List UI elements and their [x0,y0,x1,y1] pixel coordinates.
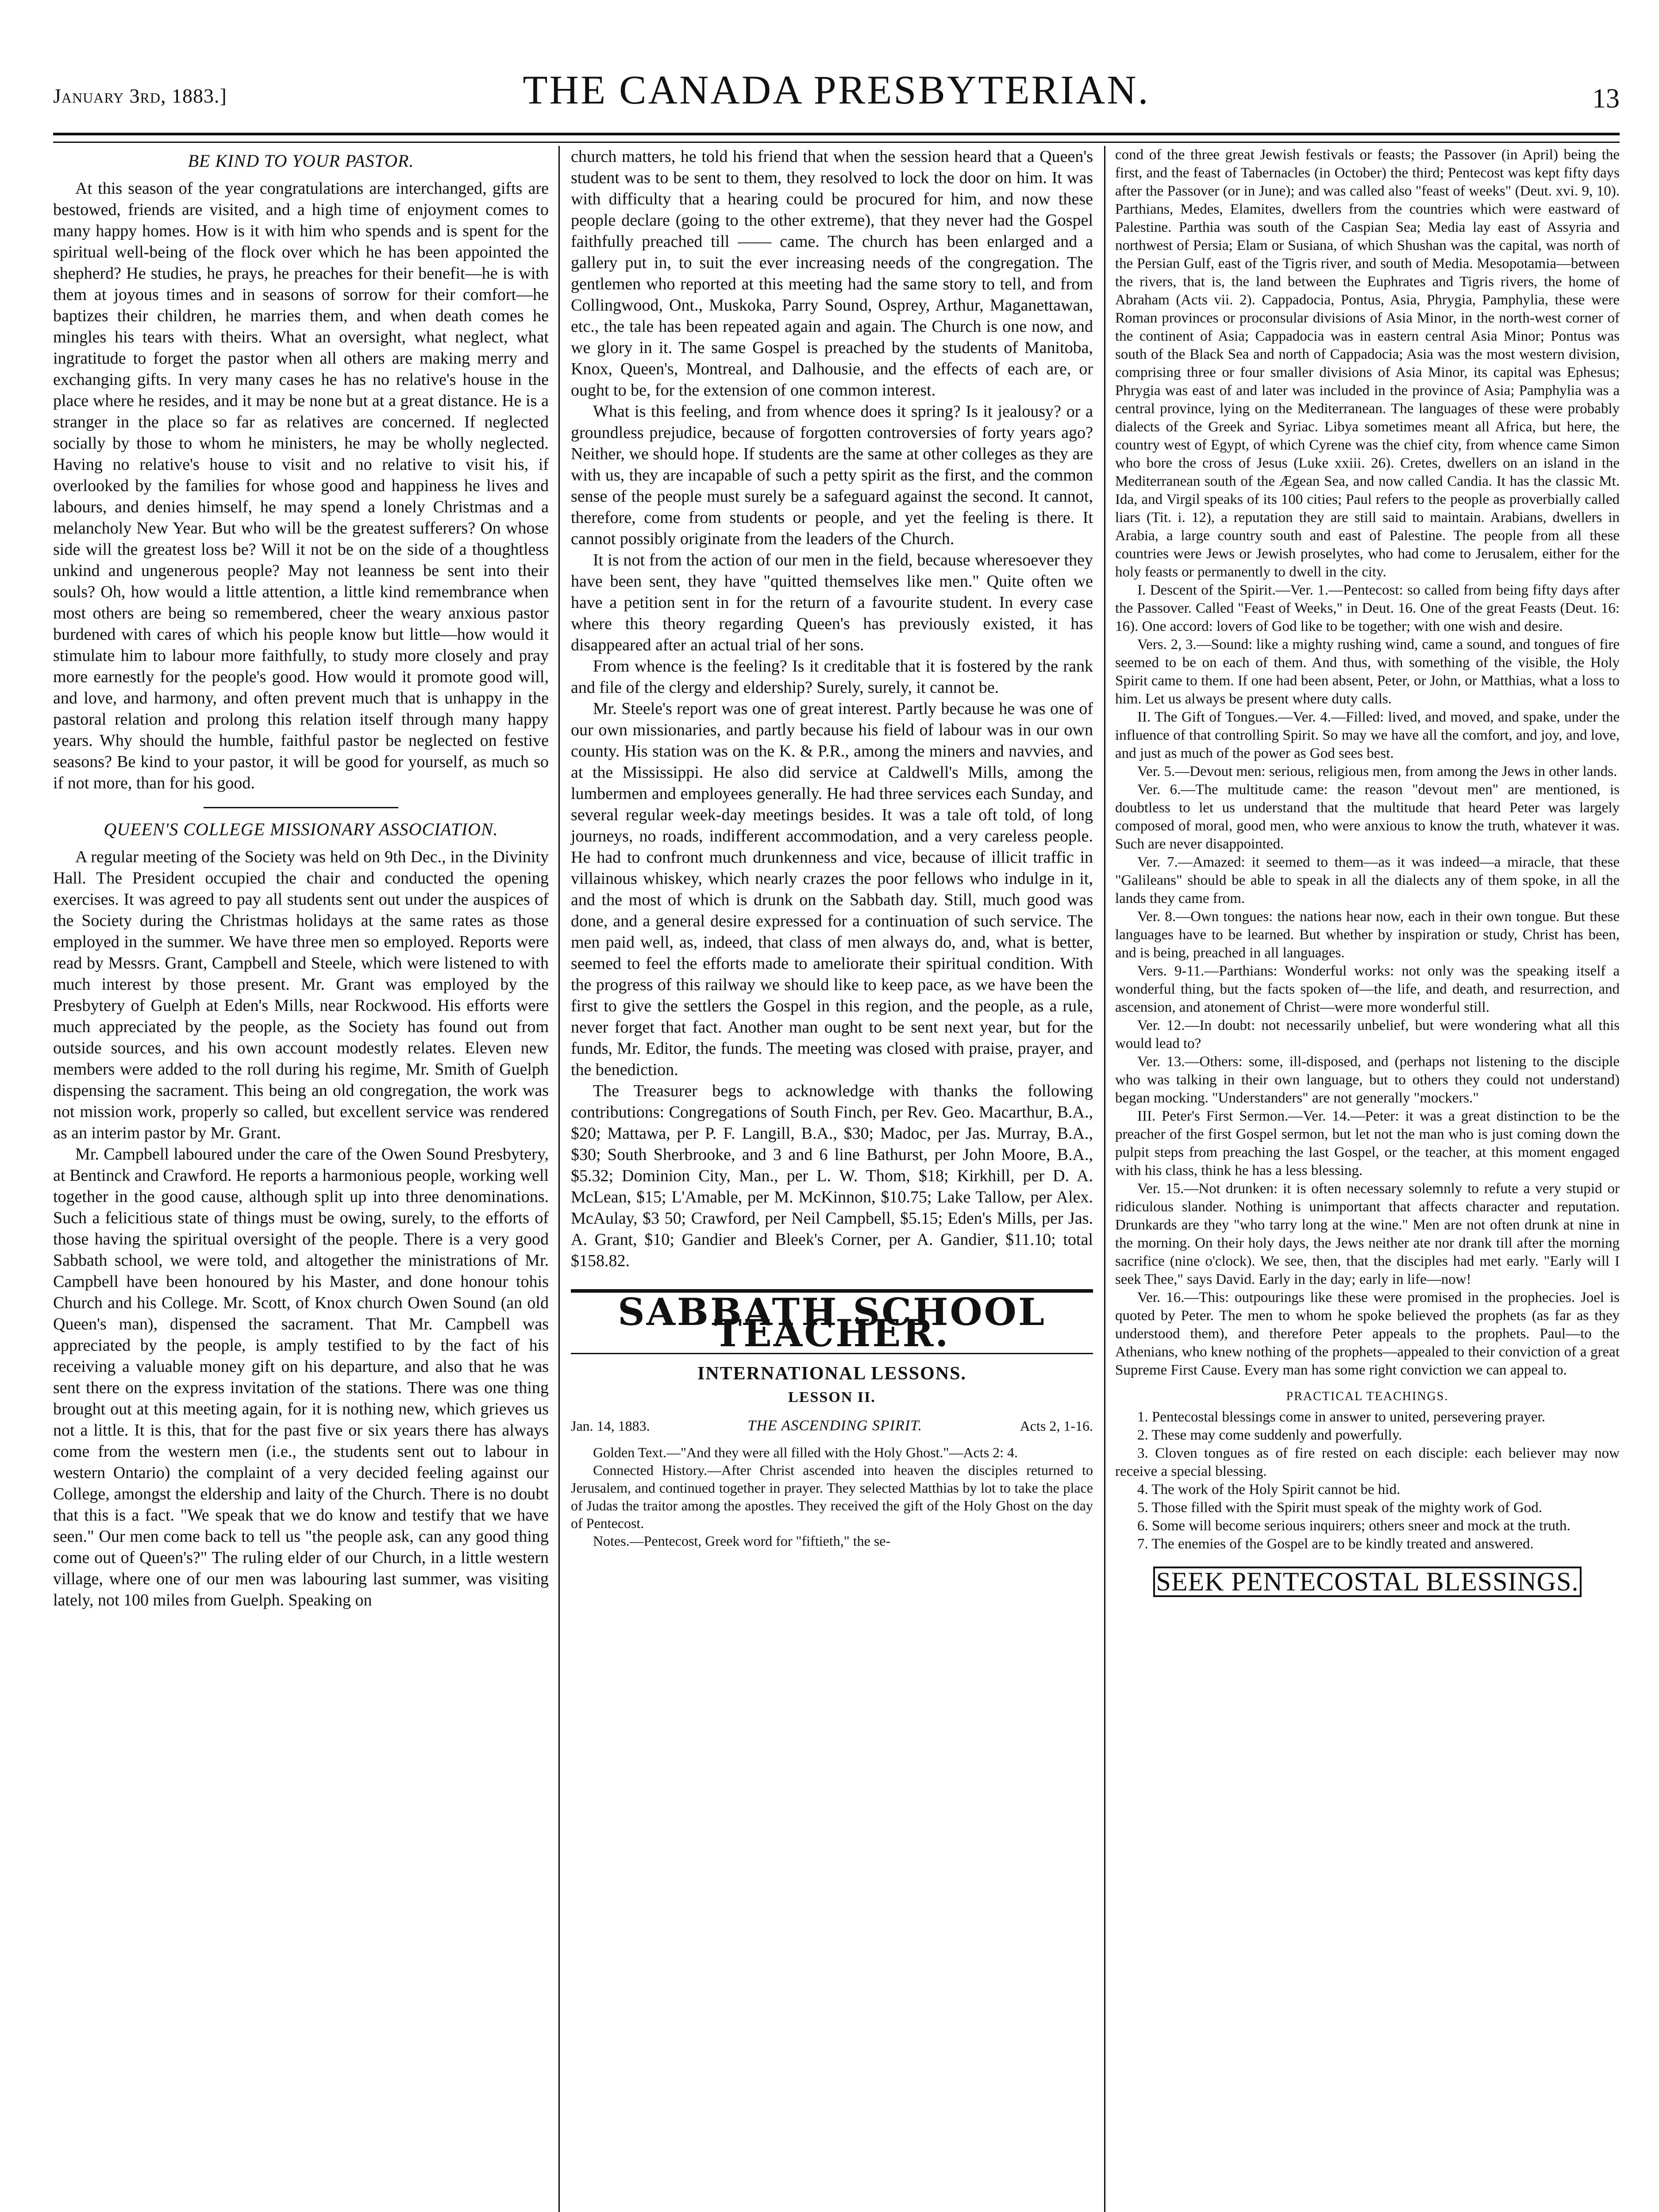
header-rule-thin [53,142,1620,143]
lesson-paragraph: Ver. 13.—Others: some, ill-disposed, and (perhaps not listening to the disciple who was talking in their own language, but to others they could not understand) began mocking. "Understanders" are not generally "mockers." [1115,1054,1620,1106]
article-heading: QUEEN'S COLLEGE MISSIONARY ASSOCIATION. [104,819,498,839]
newspaper-title: THE CANADA PRESBYTERIAN. [523,67,1150,112]
lesson-paragraph: Ver. 5.—Devout men: serious, religious men, from among the Jews in other lands. [1137,764,1617,780]
lesson-paragraph: Ver. 15.—Not drunken: it is often necessary solemnly to refute a very stupid or ridiculous slander. Nothing is unimportant that affects character and reputation. Drunkards are they "who tarry long at the wine." Men are not often drunk at nine in the morning. On their holy days, the Jews neither ate nor drank till after the morning sacrifice (nine o'clock). We see, then, that the disciples had met early. "Early will I seek Thee," says David. Early in the day; early in life—now! [1115,1181,1620,1287]
article-paragraph: The Treasurer begs to acknowledge with thanks the following contributions: Congregations of South Finch, per Rev. Geo. Macarthur, B.A., $20; Mattawa, per P. F. Langill, B.A., $30; Madoc, per Jas. Murray, B.A., $30; South Sherbrooke, and 3 and 6 line Bathurst, per John Moore, B.A., $5.32; Dominion City, Man., per L. W. Thom, $18; Kirkhill, per D. A. McLean, $15; L'Amable, per M. McKinnon, $10.75; Lake Tallow, per Alex. McAulay, $3 50; Crawford, per Neil Campbell, $5.15; Eden's Mills, per Jas. A. Grant, $10; Gandier and Bleek's Corner, per A. Gandier, $11.10; total $158.82. [571,1082,1093,1270]
lesson-paragraph: Vers. 9-11.—Parthians: Wonderful works: not only was the speaking itself a wonderful thing, but the facts spoken of—the life, and death, and resurrection, and ascension, and atonement of Christ—were more wonderful still. [1115,963,1620,1015]
column-divider [1104,146,1105,2212]
lesson-number: LESSON II. [788,1389,876,1406]
lesson-paragraph: I. Descent of the Spirit.—Ver. 1.—Pentecost: so called from being fifty days after the Passover. Called "Feast of Weeks," in Deut. 16. One of the great Feasts (Deut. 16: 16). One accord: lovers of God like to be together; with one wish and desire. [1115,582,1620,634]
article-paragraph: A regular meeting of the Society was held on 9th Dec., in the Divinity Hall. The President occupied the chair and conducted the opening exercises. It was agreed to pay all students sent out under the auspices of the Society during the Christmas holidays at the same rates as those employed in the summer. We have three men so employed. Reports were read by Messrs. Grant, Campbell and Steele, which were listened to with much interest by those present. Mr. Grant was employed by the Presbytery of Guelph at Eden's Mills, near Rockwood. His efforts were much appreciated by the people, as the Society has found out from outside sources, and his own account modestly relates. Eleven new members were added to the roll during his regime, Mr. Smith of Guelph dispensing the sacrament. This being an old congregation, the work was not mission work, properly so called, but excellent service was rendered as an interim pastor by Mr. Grant. [53,848,549,1142]
teaching-item: 2. These may come suddenly and powerfully. [1137,1427,1402,1443]
article-paragraph: It is not from the action of our men in the field, because wheresoever they have been sent, they have "quitted themselves like men." Quite often we have a petition sent in for the return of a favourite student. In every case where this theory regarding Queen's has previously existed, it has disappeared after an actual trial of her sons. [571,551,1093,654]
header-rule [53,133,1620,135]
lesson-info [571,1415,1093,1436]
teaching-item: 1. Pentecostal blessings come in answer to united, persevering prayer. [1137,1409,1545,1425]
article-paragraph: Mr. Steele's report was one of great interest. Partly because he was one of our own missionaries, and partly because his field of labour was in our own county. His station was on the K. & P.R., among the miners and navvies, and at the Mississippi. He also did service at Caldwell's Mills, among the lumbermen and employees generally. He had three services each Sunday, and several regular week-day meetings besides. It was a tale oft told, of long journeys, no roads, indifferent accommodation, and a very careless people. He had to confront much drunkenness and vice, because of illicit traffic in villainous whiskey, which nearly crazes the poor fellows who indulge in it, and the most of which is drunk on the Sabbath day. Still, much good was done, and a general desire expressed for a continuation of such service. The men paid well, as, indeed, that class of men always do, and, what is better, seemed to feel the efforts made to ameliorate their spiritual condition. With the progress of this railway we should like to keep pace, as we have been the first to give the settlers the Gospel in this region, and the people, as a rule, never forget that fact. Another man ought to be sent next year, but for the funds, Mr. Editor, the funds. The meeting was closed with praise, prayer, and the benediction. [571,699,1093,1079]
boxed-motto: SEEK PENTECOSTAL BLESSINGS. [1153,1567,1582,1597]
article-paragraph: What is this feeling, and from whence does it spring? Is it jealousy? or a groundless prejudice, because of forgotten controversies of forty years ago? Neither, we should hope. If students are the same at other colleges as they are with us, they are incapable of such a petty spirit as the first, and the common sense of the people must surely be a safeguard against the second. It cannot, therefore, come from students or people, and yet the feeling is there. It cannot possibly originate from the leaders of the Church. [571,402,1093,548]
golden-text: Golden Text.—"And they were all filled with the Holy Ghost."—Acts 2: 4. [593,1444,1018,1460]
column-divider [558,146,560,2212]
section-masthead [571,1289,1093,1354]
page-number: 13 [1592,84,1620,114]
lesson-paragraph: II. The Gift of Tongues.—Ver. 4.—Filled: lived, and moved, and spake, under the influence of that controlling Spirit. So may we have all the comfort, and joy, and love, and just as much of the power as God sees best. [1115,709,1620,761]
article-paragraph: At this season of the year congratulations are interchanged, gifts are bestowed, friends are visited, and a high time of enjoyment comes to many happy homes. How is it with him who spends and is spent for the spiritual well-being of the flock over which he has been appointed the shepherd? He studies, he prays, he preaches for their benefit—he is with them at joyous times and in seasons of sorrow for their comfort—he baptizes their children, he marries them, and when death comes he mingles his tears with theirs. What an oversight, what neglect, what ingratitude to forget the pastor when all others are making merry and exchanging gifts. In very many cases he has no relative's house in the place where he resides, and it may be none but at a great distance. He is a stranger in the place so far as relatives are concerned. If neglected socially by those to whom he ministers, he may be wholly neglected. Having no relative's house to visit and no relative to visit his, if overlooked by the families for whose good and happiness he lives and labours, and denies himself, he may spend a lonely Christmas and a melancholy New Year. But who will be the greatest sufferers? On whose side will the greatest loss be? Will it not be on the side of a thoughtless unkind and ungenerous people? May not leanness be sent into their souls? Oh, how would a little attention, a little kind remembrance when most others are being so remembered, cheer the weary anxious pastor burdened with cares of which his people know but little—how would it stimulate him to labour more faithfully, to study more closely and pray more earnestly for the people's good. How would it promote good will, and love, and harmony, and often prevent much that is unhappy in the pastoral relation and prolong this relation itself through many happy years. Why should the humble, faithful pastor be neglected on festive seasons? Be kind to your pastor, it will be good for yourself, as much so if not more, than for his good. [53,179,549,792]
lesson-paragraph: Ver. 12.—In doubt: not necessarily unbelief, but were wondering what all this would lead to? [1115,1018,1620,1052]
lesson-title: THE ASCENDING SPIRIT. [747,1417,923,1434]
lessons-heading: INTERNATIONAL LESSONS. [697,1363,967,1384]
article-paragraph: Mr. Campbell laboured under the care of the Owen Sound Presbytery, at Bentinck and Crawford. He reports a harmonious people, working well together in the good cause, although split up into three denominations. Such a felicitious state of things must be owing, surely, to the efforts of those having the spiritual oversight of the people. There is a very good Sabbath school, we were told, and altogether the ministrations of Mr. Campbell have been honoured by his Master, and done honour tohis Church and his College. Mr. Scott, of Knox church Owen Sound (an old Queen's man), dispensed the sacrament. That Mr. Campbell was appreciated by the people, is amply testified to by the fact of his receiving a valuable money gift on his departure, and also that he was sent there on the express invitation of the stations. There was one thing brought out at this meeting again, for it is nothing new, which grieves us not a little. It is this, that for the past five or six years there has always come from the western men (i.e., the students sent out to labour in western Ontario) the complaint of a very decided feeling against our College, amongst the eldership and laity of the Church. There is no doubt that this is a fact. "We speak that we do know and testify that we have seen." Our men come back to tell us "the people ask, can any good thing come out of Queen's?" The ruling elder of our Church, in a little western village, where one of our men was labouring last summer, was visiting lately, not 100 miles from Guelph. Speaking on [53,1145,549,1609]
column-2 [571,146,1093,1550]
section-divider [204,807,398,808]
practical-teachings-heading: PRACTICAL TEACHINGS. [1286,1390,1449,1403]
section-masthead-title: SABBATH SCHOOL TEACHER. [618,1290,1046,1355]
page-header [53,66,1620,133]
lesson-paragraph: Ver. 7.—Amazed: it seemed to them—as it was indeed—a miracle, that these "Galileans" should be able to speak in all the dialects any of them spoke, in all the lands they came from. [1115,854,1620,906]
lesson-paragraph: cond of the three great Jewish festivals or feasts; the Passover (in April) being the first, and the feast of Tabernacles (in October) the third; Pentecost was kept fifty days after the Passover (or in June); and was called also "feast of weeks" (Deut. xvi. 9, 10). Parthians, Medes, Elamites, dwellers from the countries which were eastward of Palestine. Parthia was south of the Caspian Sea; Media lay east of Assyria and northwest of Persia; Elam or Susiana, of which Shushan was the capital, was north of the Persian Gulf, east of the Tigris river, and south of Media. Mesopotamia—between the rivers, that is, the land between the Euphrates and Tigris rivers, the home of Abraham (Acts vii. 2). Cappadocia, Pontus, Asia, Phrygia, Pamphylia, these were Roman provinces or proconsular divisions of Asia Minor, in the north-west corner of the continent of Asia; Cappadocia was in eastern central Asia Minor; Pontus was south of the Black Sea and north of Cappadocia; Asia was the most western division, comprising three or four smaller divisions of Asia Minor, its capital was Ephesus; Phrygia was east of and later was included in the province of Asia; Pamphylia was a central province, lying on the Mediterranean. The languages of these were probably dialects of the Greek and Syriac. Libya sometimes meant all Africa, but here, the country west of Egypt, of which Cyrene was the chief city, from whence came Simon who bore the cross of Jesus (Luke xxiii. 26). Cretes, dwellers on an island in the Mediterranean south of the Ægean Sea, and now called Candia. It has the classic Mt. Ida, and Virgil speaks of its 100 cities; Paul refers to the people as proverbially called liars (Tit. i. 12), a reputation they are still said to maintain. Arabians, dwellers in Arabia, a large country south and east of Palestine. The people from all these countries were Jews or Jewish proselytes, who had come to Jerusalem, either for the holy feasts or permanently to dwell in the city. [1115,147,1620,580]
column-3 [1115,146,1620,1597]
teaching-item: 4. The work of the Holy Spirit cannot be hid. [1137,1482,1401,1498]
column-1 [53,146,549,1611]
teaching-item: 6. Some will become serious inquirers; others sneer and mock at the truth. [1137,1518,1570,1534]
teaching-item: 5. Those filled with the Spirit must speak of the mighty work of God. [1137,1500,1543,1516]
lesson-notes: Notes.—Pentecost, Greek word for "fiftieth," the se- [593,1533,891,1549]
lesson-paragraph: Ver. 8.—Own tongues: the nations hear now, each in their own tongue. But these languages have to be learned. But whether by inspiration or study, Christ has been, and is being, preached in all languages. [1115,909,1620,961]
lesson-date: Jan. 14, 1883. [571,1418,650,1434]
lesson-paragraph: Ver. 6.—The multitude came: the reason "devout men" are mentioned, is doubtless to let us understand that the multitude that heard Peter was largely composed of moral, good men, who were anxious to know the truth, whatever it was. Such are never disappointed. [1115,782,1620,852]
teaching-item: 7. The enemies of the Gospel are to be kindly treated and answered. [1137,1536,1534,1552]
connected-history: Connected History.—After Christ ascended into heaven the disciples returned to Jerusalem, and continued together in prayer. They selected Matthias by lot to take the place of Judas the traitor among the apostles. They received the gift of the Holy Ghost on the day of Pentecost. [571,1462,1093,1531]
article-heading: BE KIND TO YOUR PASTOR. [188,151,414,171]
article-paragraph: From whence is the feeling? Is it creditable that it is fostered by the rank and file of the clergy and eldership? Surely, surely, it cannot be. [571,657,1093,697]
lesson-paragraph: Ver. 16.—This: outpourings like these were promised in the prophecies. Joel is quoted by Peter. The men to whom he spoke believed the prophets (as far as they understood them), and therefore Peter appeals to the prophets. Paul—to the Athenians, who knew nothing of the prophets—appealed to their conviction of a great Supreme First Cause. Every man has some right conviction we can appeal to. [1115,1290,1620,1378]
article-paragraph: church matters, he told his friend that when the session heard that a Queen's student was to be sent to them, they resolved to lock the door on him. It was with difficulty that a hearing could be procured for him, and now these people declare (going to the other extreme), that they never had the Gospel faithfully preached till —— came. The church has been enlarged and a gallery put in, to suit the ever increasing needs of the congregation. The gentlemen who reported at this meeting had the same story to tell, and from Collingwood, Ont., Muskoka, Parry Sound, Osprey, Arthur, Maganettawan, etc., the tale has been repeated again and again. The Church is one now, and we glory in it. The same Gospel is preached by the students of Manitoba, Knox, Queen's, Montreal, and Dalhousie, and the effects of each are, or ought to be, for the extension of one common interest. [571,147,1093,399]
issue-date: January 3rd, 1883.] [53,84,227,107]
lesson-paragraph: Vers. 2, 3.—Sound: like a mighty rushing wind, came a sound, and tongues of fire seemed to be on each of them. And thus, with something of the visible, the Holy Spirit came to them. If one had been absent, Peter, or John, or Matthias, what a loss to him. Let us always be present where duty calls. [1115,637,1620,707]
lesson-paragraph: III. Peter's First Sermon.—Ver. 14.—Peter: it was a great distinction to be the preacher of the first Gospel sermon, but let not the man who is just coming down the pulpit steps from preaching the last Gospel, or the teacher, at this moment engaged with his class, think he has a less blessing. [1115,1108,1620,1179]
lesson-reference: Acts 2, 1-16. [1020,1418,1093,1434]
teaching-item: 3. Cloven tongues as of fire rested on each disciple: each believer may now receive a special blessing. [1115,1445,1620,1479]
